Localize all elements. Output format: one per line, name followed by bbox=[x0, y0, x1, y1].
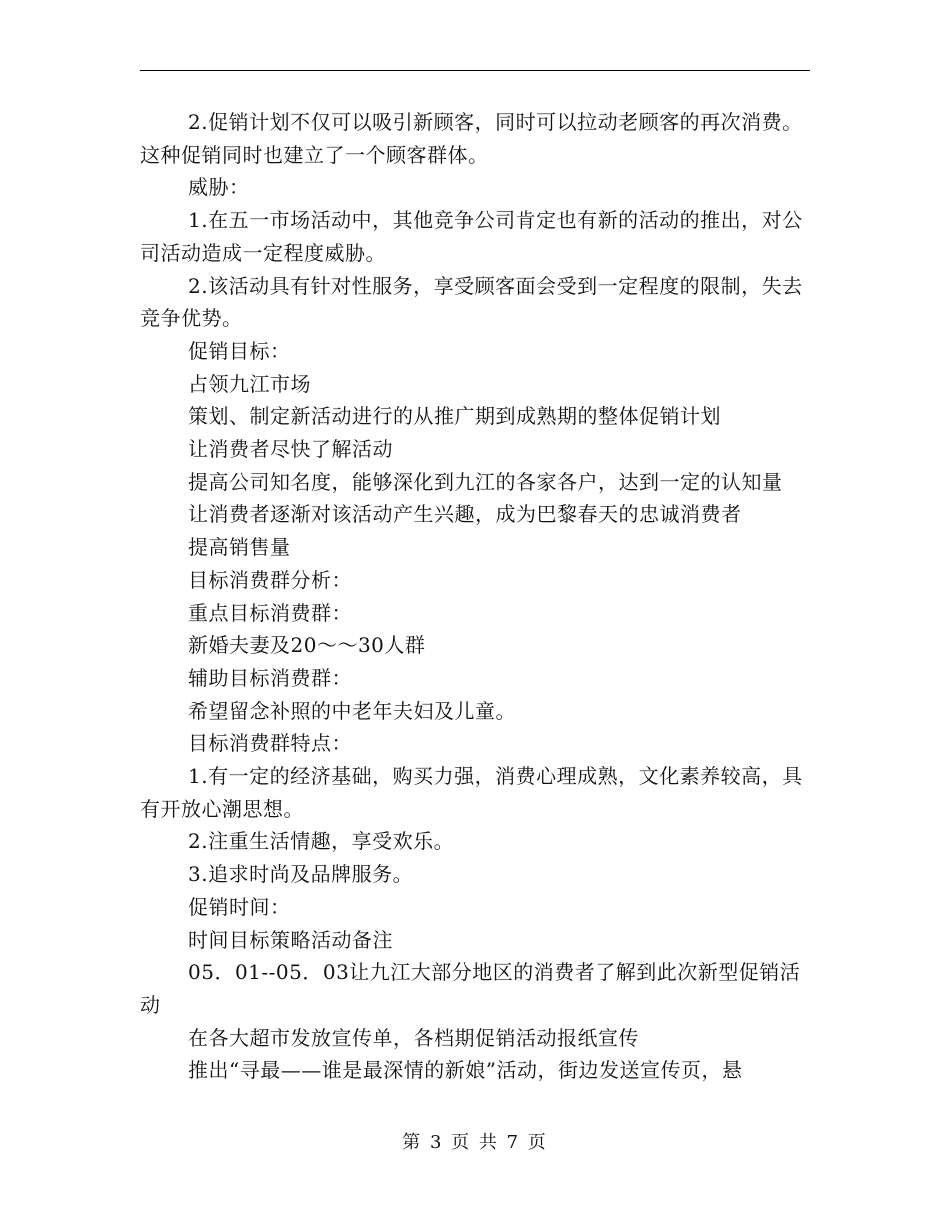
paragraph: 希望留念补照的中老年夫妇及儿童。 bbox=[188, 698, 516, 723]
paragraph: 2.促销计划不仅可以吸引新顾客，同时可以拉动老顾客的再次消费。这种促销同时也建立了一个顾客群体。 bbox=[140, 110, 803, 167]
paragraph: 目标消费群特点： bbox=[188, 731, 352, 756]
document-body bbox=[140, 106, 810, 1087]
paragraph: 1.有一定的经济基础，购买力强，消费心理成熟，文化素养较高，具有开放心潮思想。 bbox=[140, 764, 803, 821]
paragraph: 05．01--05．03让九江大部分地区的消费者了解到此次新型促销活动 bbox=[140, 960, 801, 1017]
paragraph: 促销时间： bbox=[188, 894, 291, 919]
paragraph: 提高公司知名度，能够深化到九江的各家各户，达到一定的认知量 bbox=[188, 469, 783, 494]
paragraph: 推出“寻最——谁是最深情的新娘”活动，街边发送宣传页，悬 bbox=[188, 1058, 743, 1083]
page-number-footer: 第 3 页 共 7 页 bbox=[402, 1132, 548, 1153]
paragraph: 让消费者逐渐对该活动产生兴趣，成为巴黎春天的忠诚消费者 bbox=[188, 502, 742, 527]
paragraph: 让消费者尽快了解活动 bbox=[188, 437, 393, 462]
paragraph: 新婚夫妻及20～～30人群 bbox=[188, 633, 426, 658]
paragraph: 促销目标： bbox=[188, 338, 291, 363]
paragraph: 3.追求时尚及品牌服务。 bbox=[188, 862, 414, 887]
paragraph: 目标消费群分析： bbox=[188, 567, 352, 592]
header-rule bbox=[140, 70, 810, 71]
paragraph: 辅助目标消费群： bbox=[188, 665, 352, 690]
paragraph: 重点目标消费群： bbox=[188, 600, 352, 625]
paragraph: 时间目标策略活动备注 bbox=[188, 927, 393, 952]
paragraph: 占领九江市场 bbox=[188, 371, 311, 396]
paragraph: 提高销售量 bbox=[188, 535, 291, 560]
paragraph: 威胁： bbox=[188, 175, 250, 200]
paragraph: 2.注重生活情趣，享受欢乐。 bbox=[188, 829, 455, 854]
paragraph: 策划、制定新活动进行的从推广期到成熟期的整体促销计划 bbox=[188, 404, 721, 429]
paragraph: 1.在五一市场活动中，其他竞争公司肯定也有新的活动的推出，对公司活动造成一定程度威胁。 bbox=[140, 208, 803, 265]
paragraph: 在各大超市发放宣传单，各档期促销活动报纸宣传 bbox=[188, 1025, 639, 1050]
paragraph: 2.该活动具有针对性服务，享受顾客面会受到一定程度的限制，失去竞争优势。 bbox=[140, 273, 803, 331]
